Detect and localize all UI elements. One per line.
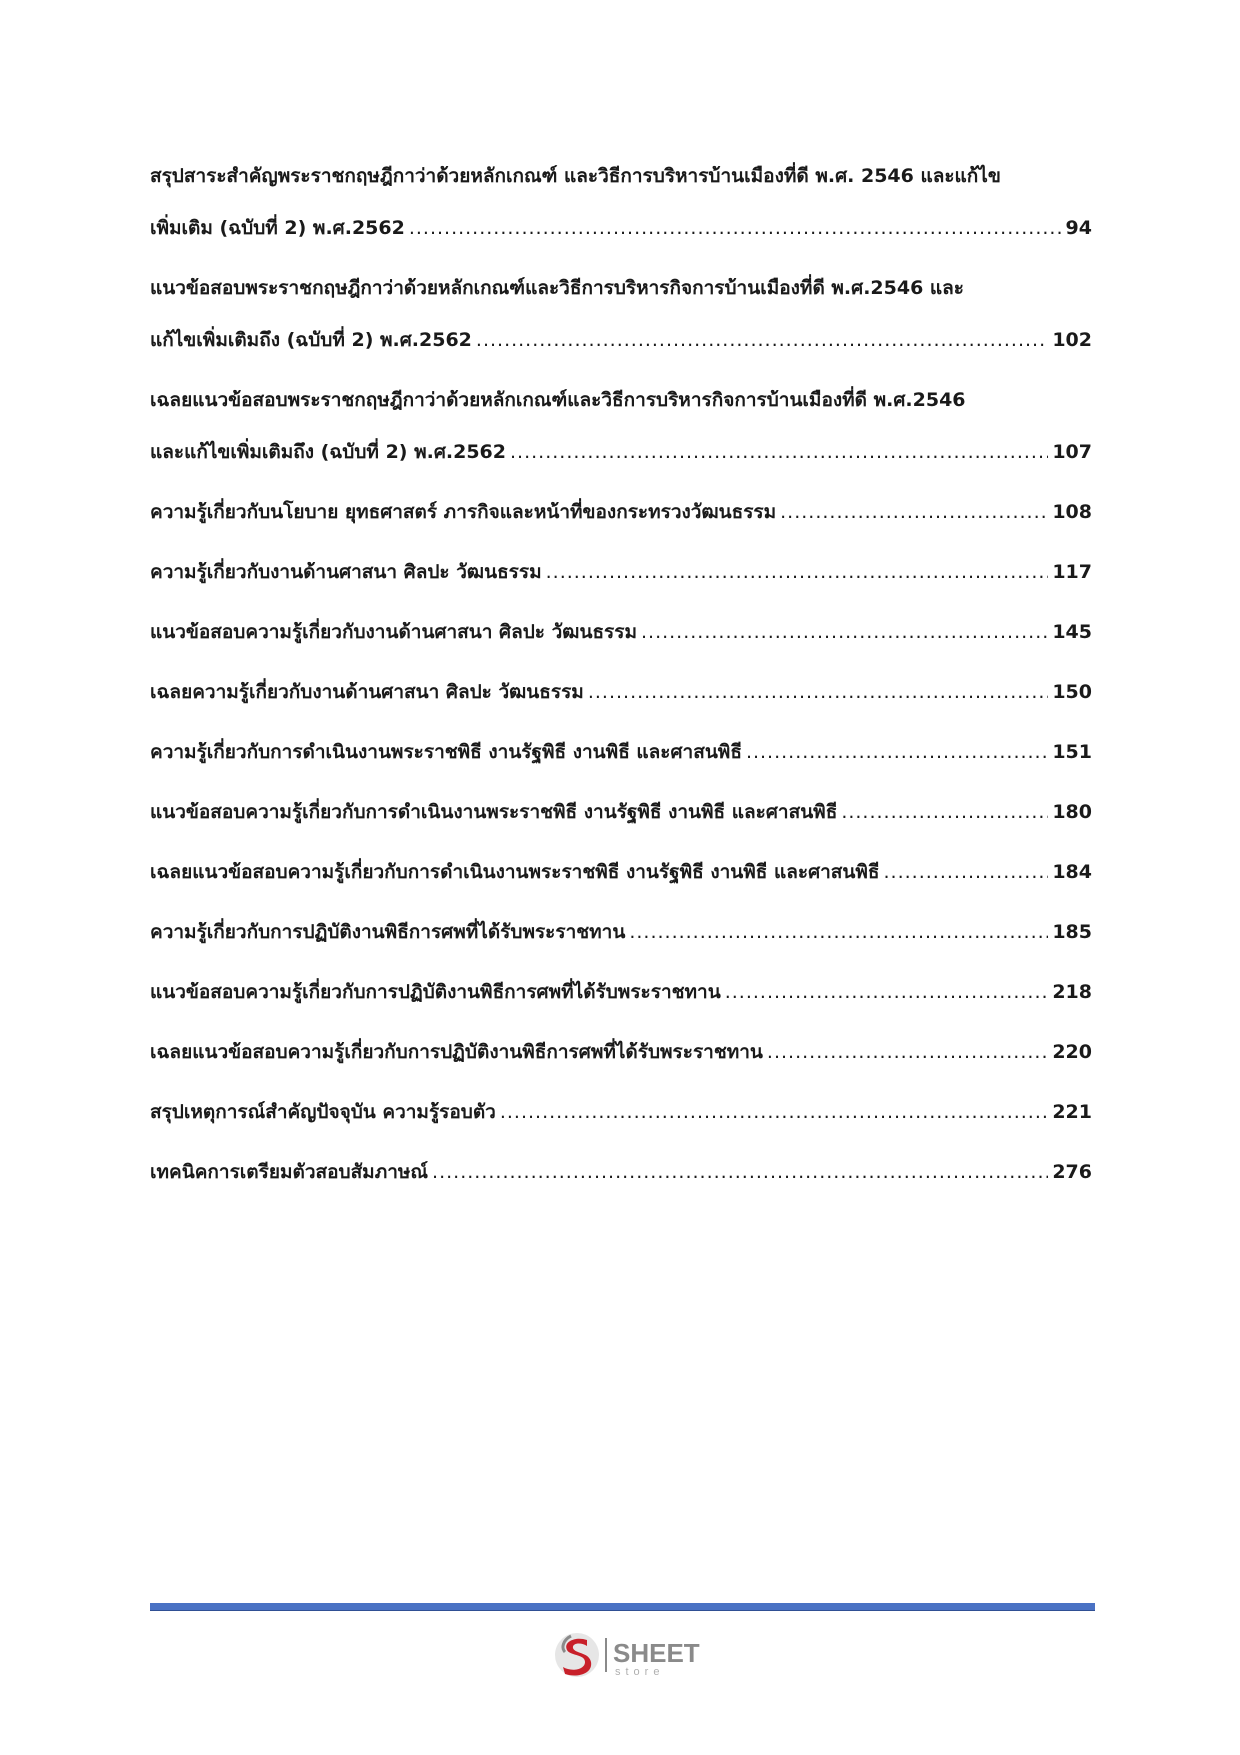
toc-entry-title: ความรู้เกี่ยวกับการดำเนินงานพระราชพิธี งานรัฐพิธี งานพิธี และศาสนพิธี bbox=[150, 741, 742, 763]
toc-entry[interactable] bbox=[150, 1026, 1092, 1078]
dot-leader bbox=[884, 846, 1049, 898]
dot-leader bbox=[641, 606, 1048, 658]
toc-entry[interactable] bbox=[150, 262, 1092, 366]
toc-entry-title-line2: แก้ไขเพิ่มเติมถึง (ฉบับที่ 2) พ.ศ.2562 bbox=[150, 329, 472, 351]
dot-leader bbox=[780, 486, 1048, 538]
toc-page-number: 108 bbox=[1052, 501, 1092, 523]
toc-entry-title-line2: และแก้ไขเพิ่มเติมถึง (ฉบับที่ 2) พ.ศ.2562 bbox=[150, 441, 506, 463]
toc-page-number: 102 bbox=[1052, 329, 1092, 351]
toc-entry[interactable] bbox=[150, 906, 1092, 958]
toc-entry-title: ความรู้เกี่ยวกับงานด้านศาสนา ศิลปะ วัฒนธรรม bbox=[150, 561, 542, 583]
toc-entry-title: แนวข้อสอบความรู้เกี่ยวกับงานด้านศาสนา ศิลปะ วัฒนธรรม bbox=[150, 621, 637, 643]
toc-entry[interactable] bbox=[150, 1146, 1092, 1198]
toc-page-number: 220 bbox=[1052, 1041, 1092, 1063]
toc-entry[interactable] bbox=[150, 374, 1092, 478]
toc-entry-title: สรุปเหตุการณ์สำคัญปัจจุบัน ความรู้รอบตัว bbox=[150, 1101, 496, 1123]
toc-page-number: 276 bbox=[1052, 1161, 1092, 1183]
toc-page-number: 94 bbox=[1065, 217, 1092, 239]
toc-entry-title-line1: สรุปสาระสำคัญพระราชกฤษฎีกาว่าด้วยหลักเกณฑ์ และวิธีการบริหารบ้านเมืองที่ดี พ.ศ. 2546 และแก้ไข bbox=[150, 165, 1001, 187]
sheet-store-logo bbox=[553, 1628, 723, 1682]
dot-leader bbox=[841, 786, 1048, 838]
toc-entry-title: เฉลยความรู้เกี่ยวกับงานด้านศาสนา ศิลปะ วัฒนธรรม bbox=[150, 681, 584, 703]
toc-entry[interactable] bbox=[150, 786, 1092, 838]
toc-entry-title: เฉลยแนวข้อสอบความรู้เกี่ยวกับการดำเนินงานพระราชพิธี งานรัฐพิธี งานพิธี และศาสนพิธี bbox=[150, 861, 880, 883]
footer-divider bbox=[150, 1603, 1095, 1611]
toc-entry[interactable] bbox=[150, 726, 1092, 778]
dot-leader bbox=[588, 666, 1049, 718]
toc-entry[interactable] bbox=[150, 546, 1092, 598]
toc-page-number: 185 bbox=[1052, 921, 1092, 943]
toc-page-number: 221 bbox=[1052, 1101, 1092, 1123]
toc-page-number: 180 bbox=[1052, 801, 1092, 823]
dot-leader bbox=[546, 546, 1049, 598]
toc-entry-title-line1: แนวข้อสอบพระราชกฤษฎีกาว่าด้วยหลักเกณฑ์และวิธีการบริหารกิจการบ้านเมืองที่ดี พ.ศ.2546 และ bbox=[150, 277, 965, 299]
toc-entry-title: เฉลยแนวข้อสอบความรู้เกี่ยวกับการปฏิบัติงานพิธีการศพที่ได้รับพระราชทาน bbox=[150, 1041, 763, 1063]
logo-text: SHEET bbox=[613, 1638, 700, 1668]
dot-leader bbox=[476, 314, 1048, 366]
toc-page-number: 107 bbox=[1052, 441, 1092, 463]
toc-entry[interactable] bbox=[150, 1086, 1092, 1138]
toc-page-number: 184 bbox=[1052, 861, 1092, 883]
toc-page-number: 117 bbox=[1052, 561, 1092, 583]
dot-leader bbox=[409, 202, 1062, 254]
toc-entry-title: แนวข้อสอบความรู้เกี่ยวกับการดำเนินงานพระราชพิธี งานรัฐพิธี งานพิธี และศาสนพิธี bbox=[150, 801, 838, 823]
toc-entry-title: ความรู้เกี่ยวกับการปฏิบัติงานพิธีการศพที่ได้รับพระราชทาน bbox=[150, 921, 626, 943]
dot-leader bbox=[767, 1026, 1048, 1078]
toc-page-number: 150 bbox=[1052, 681, 1092, 703]
dot-leader bbox=[629, 906, 1048, 958]
table-of-contents bbox=[150, 150, 1092, 1206]
toc-entry[interactable] bbox=[150, 150, 1092, 254]
toc-entry[interactable] bbox=[150, 846, 1092, 898]
toc-entry[interactable] bbox=[150, 606, 1092, 658]
toc-entry-title-line1: เฉลยแนวข้อสอบพระราชกฤษฎีกาว่าด้วยหลักเกณฑ์และวิธีการบริหารกิจการบ้านเมืองที่ดี พ.ศ.2546 bbox=[150, 389, 966, 411]
toc-entry[interactable] bbox=[150, 966, 1092, 1018]
dot-leader bbox=[510, 426, 1048, 478]
toc-entry-title-line2: เพิ่มเติม (ฉบับที่ 2) พ.ศ.2562 bbox=[150, 217, 405, 239]
toc-entry-title: ความรู้เกี่ยวกับนโยบาย ยุทธศาสตร์ ภารกิจและหน้าที่ของกระทรวงวัฒนธรรม bbox=[150, 501, 777, 523]
dot-leader bbox=[725, 966, 1049, 1018]
toc-entry-title: เทคนิคการเตรียมตัวสอบสัมภาษณ์ bbox=[150, 1161, 429, 1183]
toc-page-number: 145 bbox=[1052, 621, 1092, 643]
toc-entry-title: แนวข้อสอบความรู้เกี่ยวกับการปฏิบัติงานพิธีการศพที่ได้รับพระราชทาน bbox=[150, 981, 721, 1003]
toc-page-number: 218 bbox=[1052, 981, 1092, 1003]
toc-entry[interactable] bbox=[150, 666, 1092, 718]
toc-entry[interactable] bbox=[150, 486, 1092, 538]
dot-leader bbox=[432, 1146, 1048, 1198]
dot-leader bbox=[746, 726, 1048, 778]
toc-page-number: 151 bbox=[1052, 741, 1092, 763]
logo-subtext: store bbox=[615, 1666, 665, 1678]
dot-leader bbox=[500, 1086, 1048, 1138]
